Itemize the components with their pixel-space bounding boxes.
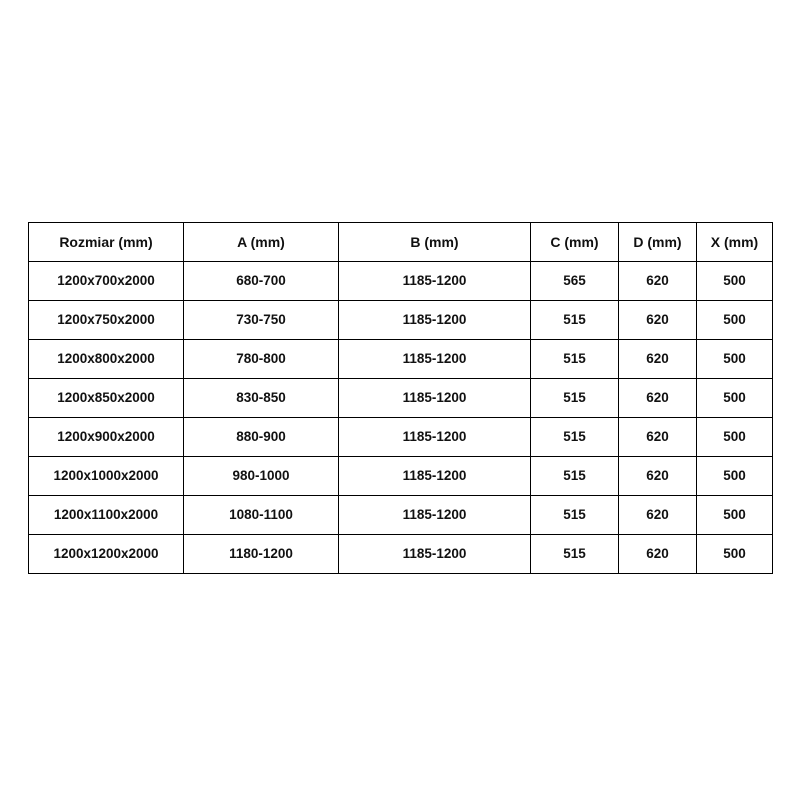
column-header-a: A (mm) [184,223,339,262]
cell-b: 1185-1200 [339,301,531,340]
cell-b: 1185-1200 [339,262,531,301]
cell-c: 515 [531,301,619,340]
cell-d: 620 [619,301,697,340]
table-row [29,496,773,535]
table-row [29,535,773,574]
cell-b: 1185-1200 [339,496,531,535]
cell-rozmiar: 1200x1200x2000 [29,535,184,574]
cell-b: 1185-1200 [339,457,531,496]
cell-b: 1185-1200 [339,340,531,379]
cell-x: 500 [697,301,773,340]
cell-rozmiar: 1200x800x2000 [29,340,184,379]
cell-b: 1185-1200 [339,379,531,418]
cell-x: 500 [697,340,773,379]
cell-a: 880-900 [184,418,339,457]
cell-a: 780-800 [184,340,339,379]
cell-b: 1185-1200 [339,418,531,457]
cell-x: 500 [697,535,773,574]
cell-c: 515 [531,340,619,379]
cell-d: 620 [619,496,697,535]
cell-c: 565 [531,262,619,301]
cell-a: 730-750 [184,301,339,340]
table-row [29,262,773,301]
table-body [29,262,773,574]
cell-d: 620 [619,379,697,418]
column-header-x: X (mm) [697,223,773,262]
cell-rozmiar: 1200x1000x2000 [29,457,184,496]
cell-rozmiar: 1200x900x2000 [29,418,184,457]
cell-d: 620 [619,418,697,457]
cell-c: 515 [531,496,619,535]
table-header [29,223,773,262]
cell-a: 830-850 [184,379,339,418]
spec-table-container [28,222,772,574]
cell-rozmiar: 1200x700x2000 [29,262,184,301]
cell-d: 620 [619,262,697,301]
column-header-rozmiar: Rozmiar (mm) [29,223,184,262]
cell-x: 500 [697,262,773,301]
cell-c: 515 [531,535,619,574]
column-header-b: B (mm) [339,223,531,262]
cell-a: 1080-1100 [184,496,339,535]
table-row [29,457,773,496]
size-specification-table [28,222,773,574]
cell-rozmiar: 1200x850x2000 [29,379,184,418]
cell-a: 680-700 [184,262,339,301]
cell-rozmiar: 1200x1100x2000 [29,496,184,535]
cell-x: 500 [697,457,773,496]
cell-x: 500 [697,379,773,418]
cell-b: 1185-1200 [339,535,531,574]
column-header-c: C (mm) [531,223,619,262]
cell-c: 515 [531,418,619,457]
table-row [29,379,773,418]
cell-c: 515 [531,379,619,418]
cell-d: 620 [619,535,697,574]
cell-rozmiar: 1200x750x2000 [29,301,184,340]
cell-d: 620 [619,340,697,379]
table-row [29,340,773,379]
table-row [29,301,773,340]
cell-x: 500 [697,418,773,457]
cell-x: 500 [697,496,773,535]
cell-a: 1180-1200 [184,535,339,574]
cell-c: 515 [531,457,619,496]
table-header-row [29,223,773,262]
cell-d: 620 [619,457,697,496]
table-row [29,418,773,457]
column-header-d: D (mm) [619,223,697,262]
cell-a: 980-1000 [184,457,339,496]
